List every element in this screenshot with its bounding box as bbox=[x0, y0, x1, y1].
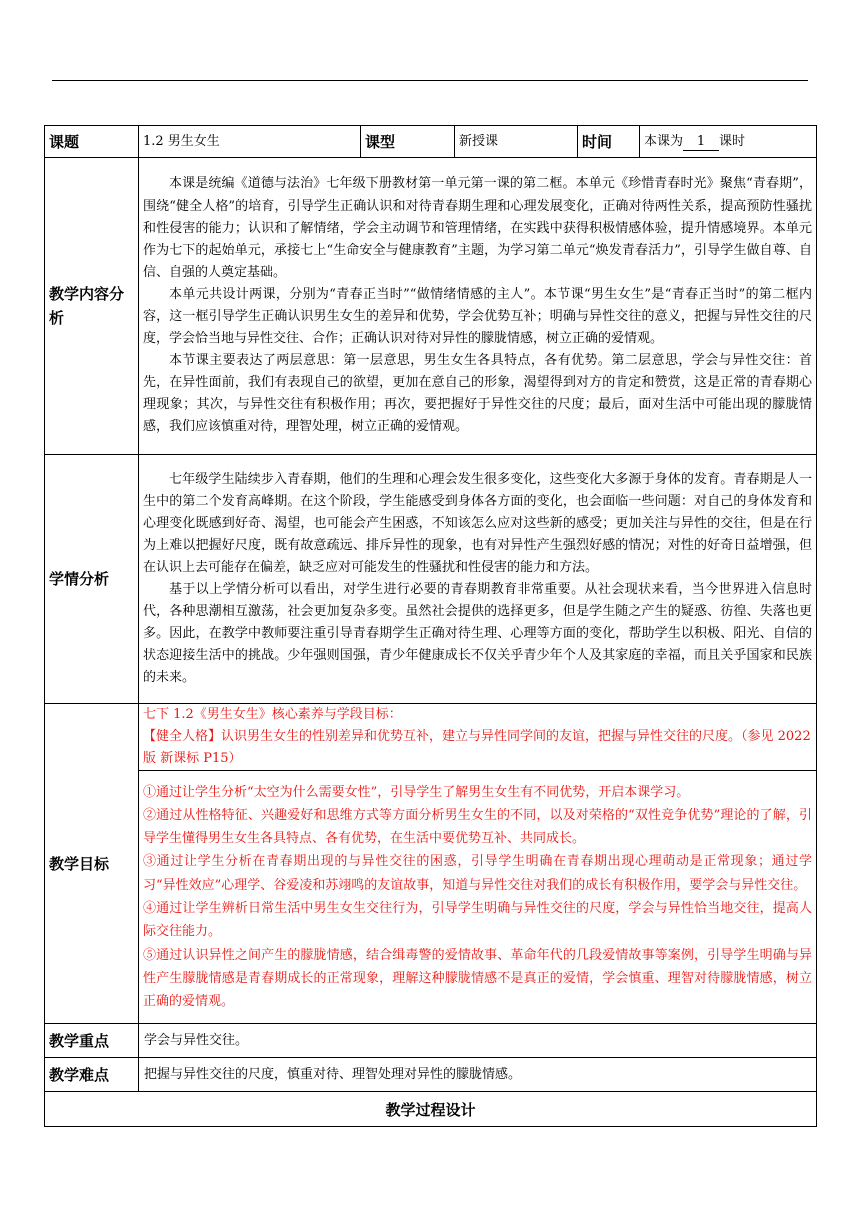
content-paragraph: 本课是统编《道德与法治》七年级下册教材第一单元第一课的第二框。本单元《珍惜青春时光》聚焦“青春期”，围绕“健全人格”的培育，引导学生正确认识和对待青春期生理和心理发展变化，正确对待两性关系，提高预防性骚扰和性侵害的能力；认识和了解情绪，学会主动调节和管理情绪，在实践中获得积极情感体验，提升情感境界。本单元作为七下的起始单元，承接七上“生命安全与健康教育”主题，为学习第二单元“焕发青春活力”，引导学生做自尊、自信、自强的人奠定基础。 bbox=[143, 176, 812, 280]
process-title: 教学过程设计 bbox=[45, 1092, 817, 1127]
goals-core-title: 七下 1.2《男生女生》核心素养与学段目标： bbox=[143, 707, 402, 722]
goals-list-row bbox=[45, 771, 817, 1024]
content-analysis-row bbox=[45, 158, 817, 455]
type-label: 课型 bbox=[361, 126, 455, 158]
topic-value: 1.2 男生女生 bbox=[139, 126, 361, 158]
goal-item: ①通过让学生分析“太空为什么需要女性”，引导学生了解男生女生有不同优势，开启本课学习。 bbox=[143, 784, 690, 800]
goal-item: ③通过让学生分析在青春期出现的与异性交往的困惑，引导学生明确在青春期出现心理萌动是正常现象；通过学习“异性效应”心理学、谷爱凌和苏翊鸣的友谊故事，知道与异性交往对我们的成长有积极作用，要学会与异性交往。 bbox=[143, 854, 812, 893]
student-analysis-row bbox=[45, 455, 817, 704]
key-point-label: 教学重点 bbox=[45, 1024, 139, 1058]
student-paragraph: 基于以上学情分析可以看出，对学生进行必要的青春期教育非常重要。从社会现状来看，当今世界进入信息时代，各种思潮相互激荡，社会更加复杂多变。虽然社会提供的选择更多，但是学生随之产生的疑惑、彷徨、失落也更多。因此，在教学中教师要注重引导青春期学生正确对待生理、心理等方面的变化，帮助学生以积极、阳光、自信的状态迎接生活中的挑战。少年强则国强，青少年健康成长不仅关乎青少年个人及其家庭的幸福，而且关乎国家和民族的未来。 bbox=[143, 582, 812, 686]
goals-list bbox=[139, 771, 817, 1024]
time-label: 时间 bbox=[578, 126, 640, 158]
student-analysis-body bbox=[139, 455, 817, 704]
student-analysis-label: 学情分析 bbox=[45, 455, 139, 704]
topic-label: 课题 bbox=[45, 126, 139, 158]
type-value: 新授课 bbox=[455, 126, 578, 158]
difficulty-text: 把握与异性交往的尺度，慎重对待、理智处理对异性的朦胧情感。 bbox=[139, 1058, 817, 1092]
lesson-plan-table bbox=[44, 125, 817, 1127]
goals-core-text: 【健全人格】认识男生女生的性别差异和优势互补，建立与异性同学间的友谊，把握与异性交往的尺度。（参见 2022 版 新课标 P15） bbox=[143, 729, 811, 766]
time-value bbox=[640, 126, 817, 158]
process-row bbox=[45, 1092, 817, 1127]
header-rule bbox=[52, 80, 808, 81]
goal-item: ②通过从性格特征、兴趣爱好和思维方式等方面分析男生女生的不同，以及对荣格的“双性竞争优势”理论的了解，引导学生懂得男生女生各具特点、各有优势，在生活中要优势互补、共同成长。 bbox=[143, 807, 812, 847]
goal-item: ⑤通过认识异性之间产生的朦胧情感，结合缉毒警的爱情故事、革命年代的几段爱情故事等案例，引导学生明确与异性产生朦胧情感是青春期成长的正常现象，理解这种朦胧情感不是真正的爱情，学会慎重、理智对待朦胧情感，树立正确的爱情观。 bbox=[143, 947, 812, 1010]
topic-row bbox=[45, 126, 817, 158]
content-paragraph: 本节课主要表达了两层意思：第一层意思，男生女生各具特点，各有优势。第二层意思，学会与异性交往：首先，在异性面前，我们有表现自己的欲望，更加在意自己的形象，渴望得到对方的肯定和赞赏，这是正常的青春期心理现象；其次，与异性交往有积极作用；再次，要把握好于异性交往的尺度；最后，面对生活中可能出现的朦胧情感，我们应该慎重对待，理智处理，树立正确的爱情观。 bbox=[143, 353, 812, 435]
goals-core bbox=[139, 704, 817, 771]
content-analysis-body bbox=[139, 158, 817, 455]
time-prefix: 本课为 bbox=[644, 133, 684, 149]
time-suffix: 课时 bbox=[719, 133, 746, 149]
time-number: 1 bbox=[683, 134, 719, 151]
content-paragraph: 本单元共设计两课，分别为“青春正当时”“做情绪情感的主人”。本节课“男生女生”是“青春正当时”的第二框内容，这一框引导学生正确认识男生女生的差异和优势，学会优势互补；明确与异性交往的意义，把握与异性交往的尺度，学会恰当地与异性交往、合作；正确认识对待对异性的朦胧情感，树立正确的爱情观。 bbox=[143, 286, 812, 347]
difficulty-label: 教学难点 bbox=[45, 1058, 139, 1092]
goals-core-row bbox=[45, 704, 817, 771]
difficulty-row bbox=[45, 1058, 817, 1092]
key-point-text: 学会与异性交往。 bbox=[139, 1024, 817, 1058]
student-paragraph: 七年级学生陆续步入青春期，他们的生理和心理会发生很多变化，这些变化大多源于身体的发育。青春期是人一生中的第二个发育高峰期。在这个阶段，学生能感受到身体各方面的变化，也会面临一些问题：对自己的身体发育和心理变化既感到好奇、渴望，也可能会产生困惑，不知该怎么应对这些新的感受；更加关注与异性的交往，但是在行为上难以把握好尺度，既有故意疏远、排斥异性的现象，也有对异性产生强烈好感的情况；对性的好奇日益增强，但在认识上去可能存在偏差，缺乏应对可能发生的性骚扰和性侵害的能力和方法。 bbox=[143, 471, 812, 575]
goals-label: 教学目标 bbox=[45, 704, 139, 1024]
goal-item: ④通过让学生辨析日常生活中男生女生交往行为，引导学生明确与异性交往的尺度，学会与异性恰当地交往，提高人际交往能力。 bbox=[143, 901, 812, 940]
content-analysis-label: 教学内容分析 bbox=[45, 158, 139, 455]
key-point-row bbox=[45, 1024, 817, 1058]
